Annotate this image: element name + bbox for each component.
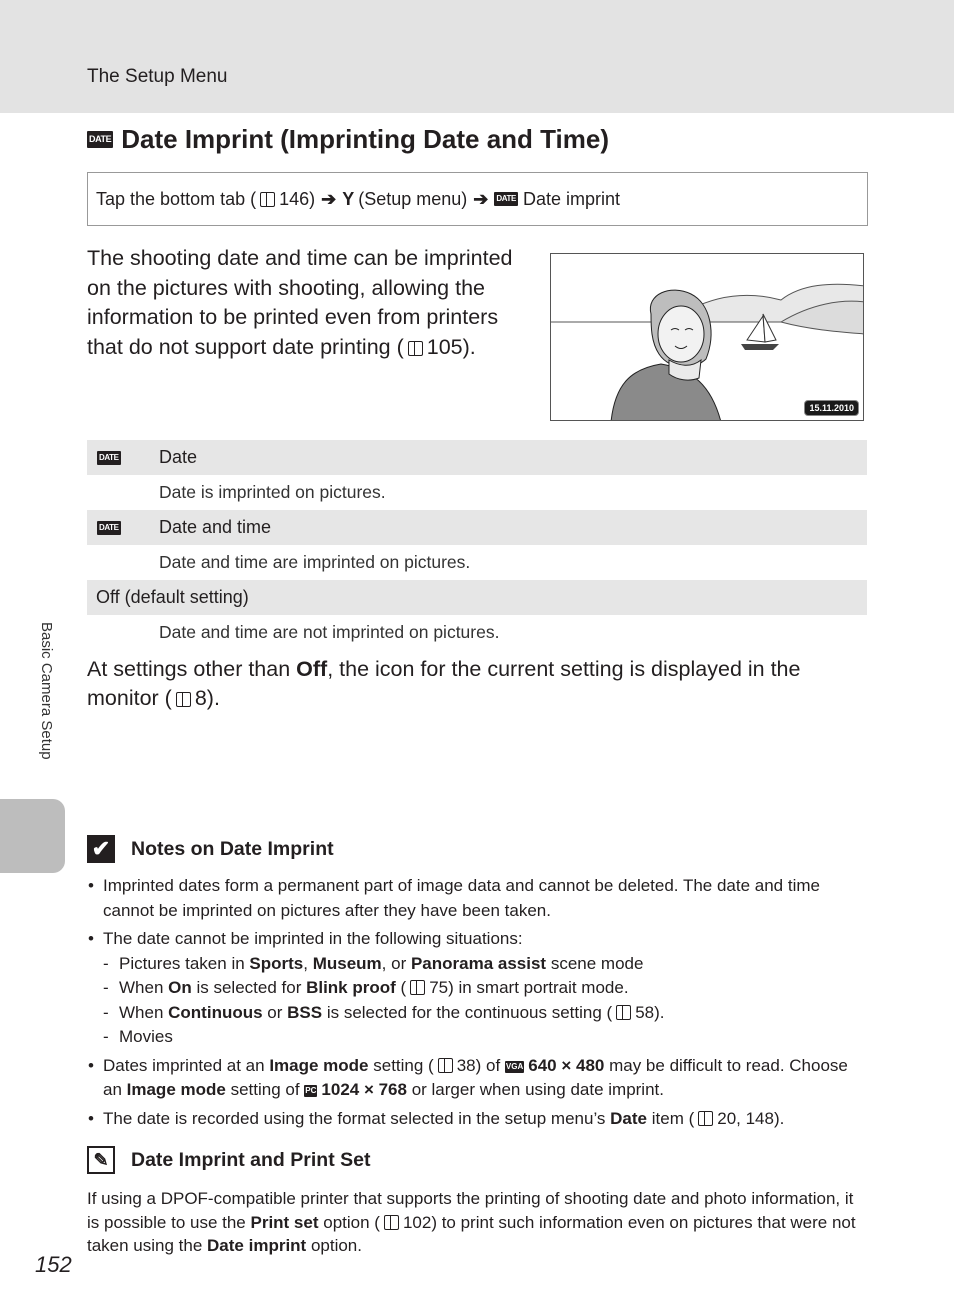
option-label: Date and time (159, 517, 272, 537)
page-number: 152 (35, 1252, 72, 1277)
nav-text-tap: Tap the bottom tab ( (96, 188, 257, 209)
note-text: , the icon for the current setting is displayed in the monitor ( (87, 657, 801, 710)
chapter-side-label: Basic Camera Setup (38, 622, 55, 760)
print-set-heading (87, 1146, 370, 1174)
sub-item: - Pictures taken in Sports, Museum, or Panorama assist scene mode (103, 952, 867, 977)
intro-text: The shooting date and time can be imprinted on the pictures with shooting, allowing the information to be printed even from printers that do not support date printing ( (87, 246, 513, 359)
option-label: Date (159, 447, 198, 467)
pc-mode-icon: PC (305, 1086, 317, 1095)
book-ref-icon (260, 192, 275, 207)
list-item: • The date is recorded using the format selected in the setup menu’s Date item ( 20, 148). (87, 1107, 867, 1132)
portrait-illustration (551, 254, 864, 421)
notes-heading (87, 835, 334, 863)
date-icon: DATE (97, 451, 121, 465)
book-ref-icon (410, 980, 425, 995)
section-title: The Setup Menu (87, 66, 228, 87)
option-label: Off (default setting) (96, 587, 249, 607)
chapter-tab (0, 799, 65, 873)
page-title (87, 124, 609, 155)
note-ref: 8). (194, 686, 220, 710)
book-ref-icon (438, 1058, 453, 1073)
book-ref-icon (176, 692, 191, 707)
note-text: At settings other than (87, 657, 297, 681)
option-row-off (87, 580, 867, 615)
options-table (87, 440, 867, 650)
option-description (87, 545, 867, 580)
intro-paragraph (87, 244, 517, 362)
bullet-text: The date cannot be imprinted in the following situations: (103, 929, 523, 948)
notes-heading-text: Notes on Date Imprint (131, 837, 334, 860)
arrow-right-icon: ➔ (321, 188, 337, 209)
print-set-text: If using a DPOF-compatible printer that supports the printing of shooting date and photo information, it is possible to use the Print set option ( 102) to print such information even on pictures that were not taken using the Date imprint option. (87, 1189, 856, 1255)
wrench-icon: Y (342, 188, 355, 209)
option-description-text: Date is imprinted on pictures. (159, 482, 386, 502)
print-set-heading-text: Date Imprint and Print Set (131, 1148, 371, 1171)
page-title-text: Date Imprint (Imprinting Date and Time) (121, 124, 610, 154)
list-item: • Dates imprinted at an Image mode setting ( 38) of VGA 640 × 480 may be difficult to read. Choose an Image mode setting of PC 1024 × 768 or larger when using date imprint. (87, 1054, 867, 1103)
option-description (87, 615, 867, 650)
list-item (87, 874, 867, 923)
option-description-text: Date and time are imprinted on pictures. (159, 552, 471, 572)
book-ref-icon (616, 1005, 631, 1020)
nav-ref-146: 146) (279, 188, 316, 209)
intro-ref: 105). (426, 334, 476, 359)
note-bold: Off (296, 657, 328, 681)
settings-note (87, 655, 857, 713)
book-ref-icon (384, 1215, 399, 1230)
date-imprint-icon: DATE (494, 192, 518, 206)
bullet-text: Imprinted dates form a permanent part of image data and cannot be deleted. The date and time cannot be imprinted on pictures after they have been taken. (103, 876, 820, 920)
option-row-date-and-time (87, 510, 867, 545)
nav-setup-menu: (Setup menu) (358, 188, 468, 209)
option-row-date (87, 440, 867, 475)
vga-mode-icon: VGA (505, 1061, 524, 1071)
option-description-text: Date and time are not imprinted on pictures. (159, 622, 500, 642)
check-icon: ✔ (87, 835, 115, 863)
pencil-icon: ✎ (87, 1146, 115, 1174)
sub-item: - Movies (103, 1025, 867, 1050)
nav-date-imprint: Date imprint (522, 188, 621, 209)
date-stamp: 15.11.2010 (804, 400, 859, 416)
date-imprint-icon: DATE (87, 131, 113, 148)
sub-item: - When Continuous or BSS is selected for the continuous setting ( 58). (103, 1001, 867, 1026)
notes-list (87, 874, 867, 1135)
sub-item: - When On is selected for Blink proof ( 75) in smart portrait mode. (103, 976, 867, 1001)
sample-photo (550, 253, 864, 421)
header-band (0, 0, 954, 113)
book-ref-icon (698, 1111, 713, 1126)
arrow-right-icon: ➔ (473, 188, 489, 209)
list-item (87, 927, 867, 1050)
option-description (87, 475, 867, 510)
navigation-path (87, 172, 868, 226)
book-ref-icon (408, 341, 423, 356)
date-time-icon: DATE (97, 521, 121, 535)
